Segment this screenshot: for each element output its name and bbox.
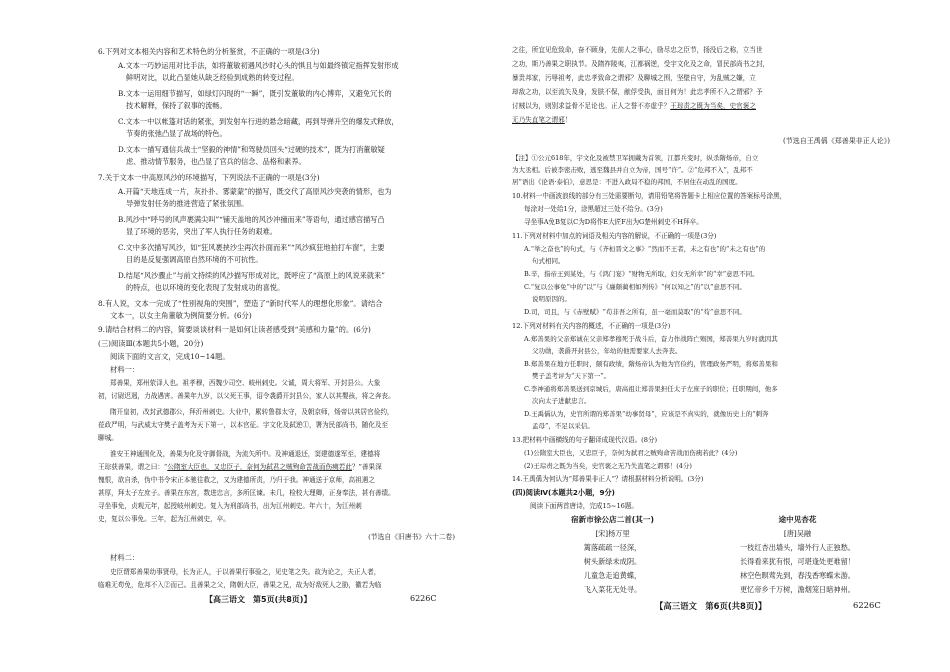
q8-stem-cont: 文本一，以女主角董敏为例简要分析。(6分) <box>110 311 252 320</box>
poem-2-line: 长得看来犹有恨，可堪逢处更难留！ <box>739 557 855 566</box>
material-2-source: (节选自王禹偁《郑善果非正人论》) <box>783 137 890 145</box>
underlined-sentence: 公隋室大臣也，又忠臣子，奈何为弑君之贼殉命苦战而伤痍若此 <box>167 463 352 471</box>
material-2-line: 之功，斯乃善果之职执节。及隋祚陵夷，江都祸逆，受宇文化及之命，冒民部尚书之封， <box>512 60 770 68</box>
q11-option-b: B.辛，指帝王到某处，与《鸿门宴》“财物无所取，妇女无所幸”的“幸”意思不同。 <box>524 270 759 278</box>
q12-option-c-cont: 次向太子进献忠言。 <box>532 397 591 405</box>
q12-option-a-cont: 父功勋，袭爵开封县公，年幼的他需要家人去奔丧。 <box>532 347 682 355</box>
poem-2-author: [唐]吴融 <box>783 529 812 538</box>
q13-part-2: (2)王琮责之既为当矣，史官褒之无乃失直笔之谓邪！(4分) <box>524 462 692 470</box>
footer-page-label: 【高三语文 第6页(共8页)】 <box>655 601 767 611</box>
underlined-sentence: 无乃失直笔之谓邪 <box>512 116 565 124</box>
q13-stem: 13.把材料中画横线的句子翻译成现代汉语。(8分) <box>512 436 658 444</box>
section-3-heading: (三)阅读Ⅲ(本题共5小题，20分) <box>98 339 204 348</box>
poem-1-line: 儿童急走追黄蝶， <box>583 571 642 580</box>
material-1-line <box>98 461 478 474</box>
poem-2-title: 途中见杏花 <box>778 515 817 524</box>
section-3-intro: 阅读下面的文言文，完成10~14题。 <box>110 352 230 361</box>
q10-stem: 10.材料一中画波浪线的部分有三处需要断句，请用铅笔将答题卡上相应位置的答案标号涂黑， <box>512 192 787 200</box>
material-2-line <box>512 100 897 113</box>
q7-option-c: C.文中多次描写风沙，如“狂风裹挟沙尘再次扑面而来”“风沙疯狂地拍打车窗”，主要 <box>118 243 385 252</box>
material-2-line <box>512 114 892 127</box>
q12-stem: 12.下列对材料有关内容的概述，不正确的一项是(3分) <box>512 322 671 330</box>
material-1-line: 莅政严明，与武威太守樊子盖考为天下第一，以本官征。宇文化及弑逆①，署为民部尚书，随化及至 <box>98 421 389 429</box>
q11-option-c-cont: 说明原因的。 <box>532 295 571 303</box>
q12-option-d-cont: 孟母”，不足以采信。 <box>532 422 594 430</box>
q7-option-b: B.风沙中“呼号的风声裹满尖叫”“铺天盖地的风沙冲撞而来”等语句，通过感官描写凸 <box>118 215 385 224</box>
material-2-title: 材料二： <box>110 553 140 562</box>
poem-2-line: 林空色暝莺先到，春浅香寒蝶未游。 <box>739 571 855 580</box>
footer-code: 6226C <box>853 600 881 610</box>
q7-option-b-cont: 显了环境的恶劣，突出了军人执行任务的艰难。 <box>126 227 277 236</box>
q11-option-a-cont: 句式相同。 <box>532 257 565 265</box>
q13-part-1: (1)公隋室大臣也，又忠臣子，奈何为弑君之贼殉命苦战而伤痍若此？(4分) <box>524 449 738 457</box>
material-1-line: 聊城。 <box>98 434 118 442</box>
material-1-line: 寻坐事免，贞观元年，起授岐州刺史。复入为刑部尚书，出为江州刺史。年六十，为江州刺 <box>98 502 362 510</box>
q6-option-a: A.文本一巧妙运用对比手法，如将董敏初遇风沙时心头的惧且与如最终镇定指挥发射形成 <box>118 61 399 70</box>
poem-1-title: 宿新市徐公店二首(其一) <box>571 515 654 524</box>
q11-stem: 11.下列对材料中加点的词语及相关内容的解说，不正确的一项是(3分) <box>512 232 717 240</box>
note-line: 居”语出《论语·泰伯》，意思是：不进入政局不稳的邦国，不居住在动乱的国度。 <box>512 178 742 186</box>
q6-option-c-cont: 节奏的张弛凸显了战场的特色。 <box>126 129 227 138</box>
q11-option-c: C.“复以公事免”中的“以”与《廉颇蔺相如列传》“何以知之”的“以”意思不同。 <box>524 283 746 291</box>
poem-1-line: 飞入菜花无处寻。 <box>583 585 642 594</box>
footer-code: 6226C <box>410 594 437 603</box>
q6-option-b: B.文本一运用细节描写，如绿灯闪现的“一瞬”，既引发董敏的内心博弈，又避免冗长的 <box>118 89 392 98</box>
q12-option-d: D.王禹偁认为，史官所谓的郑善果“幼事贤母”，应该是不真实的，就像历史上的“刺奔 <box>524 410 769 418</box>
text-segment: 王琮获善果，谓之曰：“ <box>98 463 168 471</box>
q7-option-d: D.结尾“风沙骤止”与前文持续的风沙描写形成对比，既呼应了“高原上的风说来就来” <box>118 271 385 280</box>
text-segment: 讨贼以为 <box>512 102 539 110</box>
q14-stem: 14.王禹偁为何认为“郑善果非正人”？请根据材料分析说明。(3分) <box>512 475 704 483</box>
section-4-intro: 阅读下面两首唐诗，完成15~16题。 <box>530 502 639 510</box>
material-2-line: 临难无苟免，危邦不入②而己。且善果之父，隋朝大臣，善果之兄，故为好敌死人之胁，徽若为临 <box>98 581 382 589</box>
q6-option-a-cont: 鲜明对比，以此凸显她从缺乏经验到成熟的转变过程。 <box>126 73 299 82</box>
q7-option-a-cont: 导弹发射任务的推进营造了紧张氛围。 <box>126 199 249 208</box>
material-2-line: 却敌之功，以至流矢及身，发肤不保，献俘受执，面目何为！此忠孝所不入之谓邪？予 <box>512 88 763 96</box>
material-2-line: 之往，所宜见危致命，奋不顾身，先前人之事心，励尽忠之臣节，扬没后之称，立当世 <box>512 46 763 54</box>
q7-option-d-cont: 的特点，也以环境的变化表现了发射成功的喜悦。 <box>126 283 285 292</box>
section-4-heading: (四)阅读Ⅳ(本题共2小题，9分) <box>512 488 615 497</box>
q7-stem: 7.关于文本一中高原风沙的环境描写，下列说法不正确的一项是(3分) <box>98 173 320 182</box>
material-1-line: 郑善果，郑州荥泽人也。祖孝穆，西魏少司空、岐州刺史。父诚，周大将军、开封县公。大象 <box>110 379 381 387</box>
underlined-sentence: 王琮责之既为当矣，史官褒之 <box>670 102 756 110</box>
q7-option-a: A.开篇“天地连成一片，灰扑扑、雾蒙蒙”的描写，既交代了高原风沙突袭的情形，也为 <box>118 187 392 196</box>
page-6 <box>475 0 950 672</box>
material-1-line: 史，复以公事免。三年，起为江州刺史，卒。 <box>98 515 230 523</box>
q12-option-b-cont: 樊子盖考评为“天下第一”。 <box>532 372 611 380</box>
q6-option-b-cont: 技术解释，保持了叙事的流畅。 <box>126 101 227 110</box>
note-line: 【注】①公元618年，宇文化及被禁卫军拥戴为首领，江都兵变时，纵杀隋炀帝，自立 <box>512 154 759 162</box>
material-2-line: 史臣谓郑善果幼事贤母，长为正人，于以善果行事验之，见史笔之失。故为论之，夫正人者， <box>110 568 381 576</box>
poem-1-line: 树头新绿未成阴。 <box>583 557 642 566</box>
q11-option-d: D.司，司且，与《赤壁赋》“苟非吾之所有，虽一毫而莫取”的“苟”意思不同。 <box>524 308 746 316</box>
material-1-line: 初，讨尉迟迥，力战遇害。善果年九岁，以父死王事，诏令袭爵开封县公，家人以其嬰孩，将之奔丧。 <box>98 392 395 400</box>
q6-option-d-cont: 虑、推动情节服务，也凸显了官兵的信念、品格和素养。 <box>126 157 306 166</box>
q10-sentence: 寻坐事A免B复以C为D将作E大匠F出为G楚州刺史不H拜卒。 <box>524 218 703 226</box>
material-1-line: 隋开皇初，改封武德郡公，拜沂州刺史。大业中，累转鲁郡太守，及朝京师，炀帝以其居官俭约， <box>110 408 394 416</box>
poem-1-line: 篱落疏疏一径深， <box>583 543 642 552</box>
material-1-title: 材料一： <box>110 365 140 374</box>
poem-2-line: 一枝红杏出墙头，墙外行人正独愁。 <box>739 543 855 552</box>
text-segment: ，则别求益骨不足论也。正人之誉不亦虚乎？ <box>538 102 671 110</box>
material-1-line: 甚厚，拜太子左庶子。善果在东宫，数进忠言，多所匡谏。未几，检校大理卿，正身奉法，甚有善绩。 <box>98 489 395 497</box>
q6-stem: 6.下列对文本相关内容和艺术特色的分析鉴赏，不正确的一项是(3分) <box>98 47 320 56</box>
text-segment: ？”善果深 <box>351 463 382 471</box>
q6-option-c: C.文本一中以帐篷对话的紧张，到发射车行进的悬念暗藏，再到导弹升空的爆发式释放， <box>118 117 399 126</box>
material-1-line: 愧恨，欲自杀，伪中书令宋正本驰往救之，又为建德所责，乃归于我。神通送于京师，高祖遇之 <box>98 476 375 484</box>
poem-2-line: 更忆帝乡千万树，澹烟笼日暗神州。 <box>739 585 855 594</box>
q10-stem-cont: 每涂对一处给1分，涂黑超过三处不给分。(3分) <box>524 205 663 213</box>
material-2-line: 暴贵邦家，污辱祖考，此忠孝致命之谓邪？及聊城之围，坚壁自守，为乱贼之嫌，立 <box>512 74 756 82</box>
footer-page-label: 【高三语文 第5页(共8页)】 <box>205 595 312 604</box>
material-1-source: (节选自《旧唐书》六十二卷) <box>368 533 455 541</box>
poem-1-author: [宋]杨万里 <box>595 529 630 538</box>
q7-option-c-cont: 目的是反复强调高原自然环境的不可抗性。 <box>126 255 263 264</box>
note-line: 为大丞相。后被李密击败，逃至魏县并自立为帝，国号“许”。②“危邦不入”，乱邦不 <box>512 166 753 174</box>
q9-stem: 9.请结合材料二的内容，简要谈谈材料一是如何让读者感受到“美感和力量”的。(6分) <box>98 325 371 334</box>
q12-option-b: B.郑善果在地方任职时，颇有政绩，隋炀帝认为他为官俭约，管理政务严明，将郑善果和 <box>524 360 778 368</box>
q8-stem: 8.有人说，文本一完成了“性别视角的突围”，塑造了“新时代军人的理想化形象”。请结合 <box>98 299 383 308</box>
q12-option-c: C.李神通将郑善果送到京城后，唐高祖让郑善果担任太子左庶子的职位；任职期间，他多 <box>524 385 778 393</box>
q11-option-a: A.“举之奋也”的句式，与《齐桓晋文之事》“然而不王者，未之有也”的“未之有也”的 <box>524 245 766 253</box>
q6-option-d: D.文本一描写通信兵战士“坚毅的神情”和驾驶员回头“过硬的技术”，既为打消董敏疑 <box>118 145 385 154</box>
material-1-line: 淮安王神通围化及，善果为化及守御督战，为流矢所中。及神通退还，窦建德遂军至，建德将 <box>110 450 381 458</box>
q12-option-a: A.郑善果的父亲郑诚在父亲郑孝穆死于战斗后，奋力作战阵亡殒国，郑善果九岁时就因其 <box>524 335 778 343</box>
text-segment: ！ <box>564 116 572 124</box>
